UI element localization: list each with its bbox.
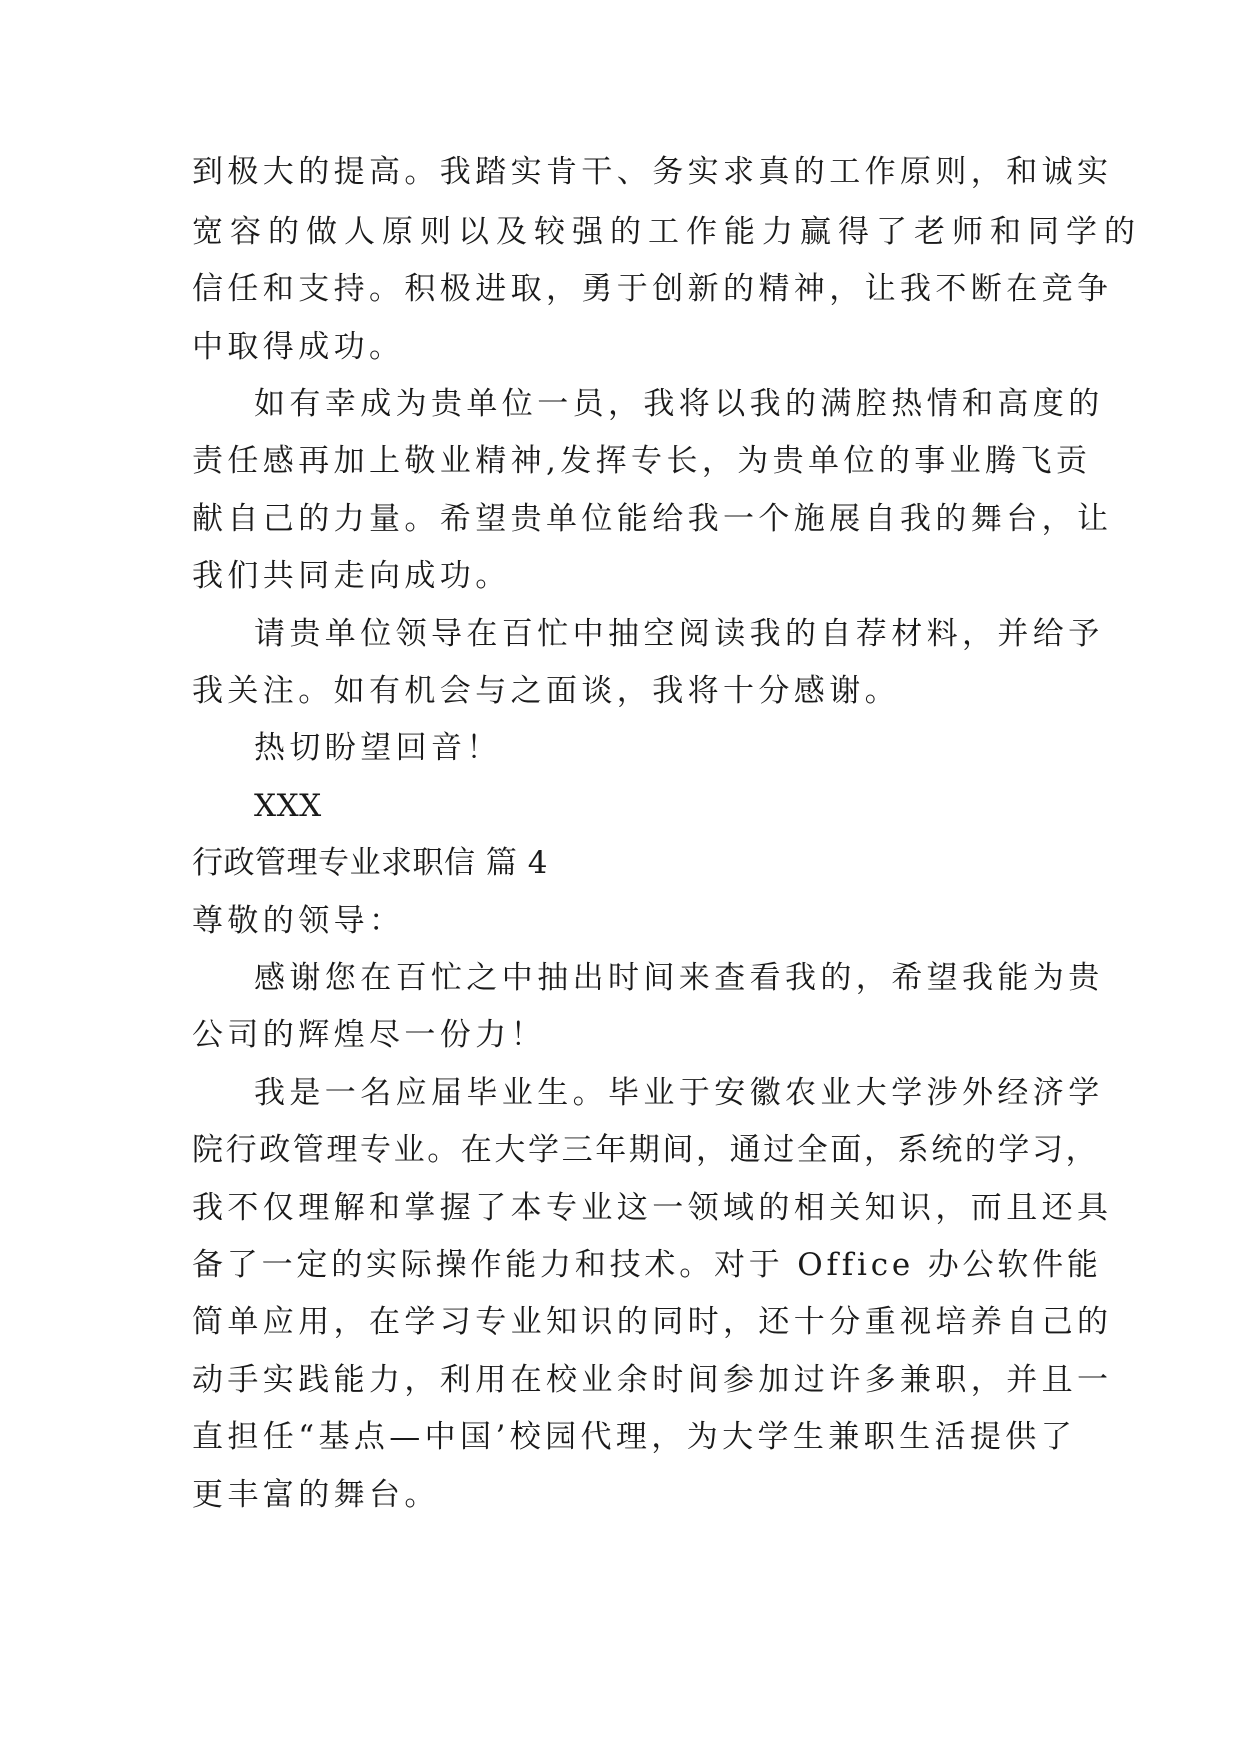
text-line: 中取得成功。 [192,329,405,365]
text-line: 公司的辉煌尽一份力！ [192,1017,546,1053]
text-line: 更丰富的舞台。 [192,1477,440,1513]
closing-line: 热切盼望回音！ [254,730,502,766]
text-line: 责任感再加上敬业精神,发挥专长，为贵单位的事业腾飞贡 [192,443,1092,479]
text-line: 院行政管理专业。在大学三年期间，通过全面，系统的学习， [192,1132,1100,1168]
text-line: 信任和支持。积极进取，勇于创新的精神，让我不断在竞争 [192,271,1113,307]
signature: XXX [254,788,322,824]
section-heading: 行政管理专业求职信 篇 4 [192,845,548,881]
text-line: 献自己的力量。希望贵单位能给我一个施展自我的舞台，让 [192,501,1113,537]
text-line: 备了一定的实际操作能力和技术。对于 Office 办公软件能 [192,1247,1102,1283]
text-line: 我关注。如有机会与之面谈，我将十分感谢。 [192,673,900,709]
text-line: 我们共同走向成功。 [192,558,511,594]
paragraph-first-line: 如有幸成为贵单位一员，我将以我的满腔热情和高度的 [254,386,1104,422]
text-line: 我不仅理解和掌握了本专业这一领域的相关知识，而且还具 [192,1190,1113,1226]
text-line: 动手实践能力，利用在校业余时间参加过许多兼职，并且一 [192,1362,1113,1398]
salutation: 尊敬的领导： [192,903,405,939]
text-line: 到极大的提高。我踏实肯干、务实求真的工作原则，和诚实 [192,154,1113,190]
text-line: 直担任“基点—中国’校园代理，为大学生兼职生活提供了 [192,1419,1077,1455]
paragraph-first-line: 感谢您在百忙之中抽出时间来查看我的，希望我能为贵 [254,960,1104,996]
text-line: 简单应用，在学习专业知识的同时，还十分重视培养自己的 [192,1304,1113,1340]
text-line: 宽容的做人原则以及较强的工作能力赢得了老师和同学的 [192,214,1142,250]
paragraph-first-line: 请贵单位领导在百忙中抽空阅读我的自荐材料，并给予 [254,616,1104,652]
paragraph-first-line: 我是一名应届毕业生。毕业于安徽农业大学涉外经济学 [254,1075,1104,1111]
